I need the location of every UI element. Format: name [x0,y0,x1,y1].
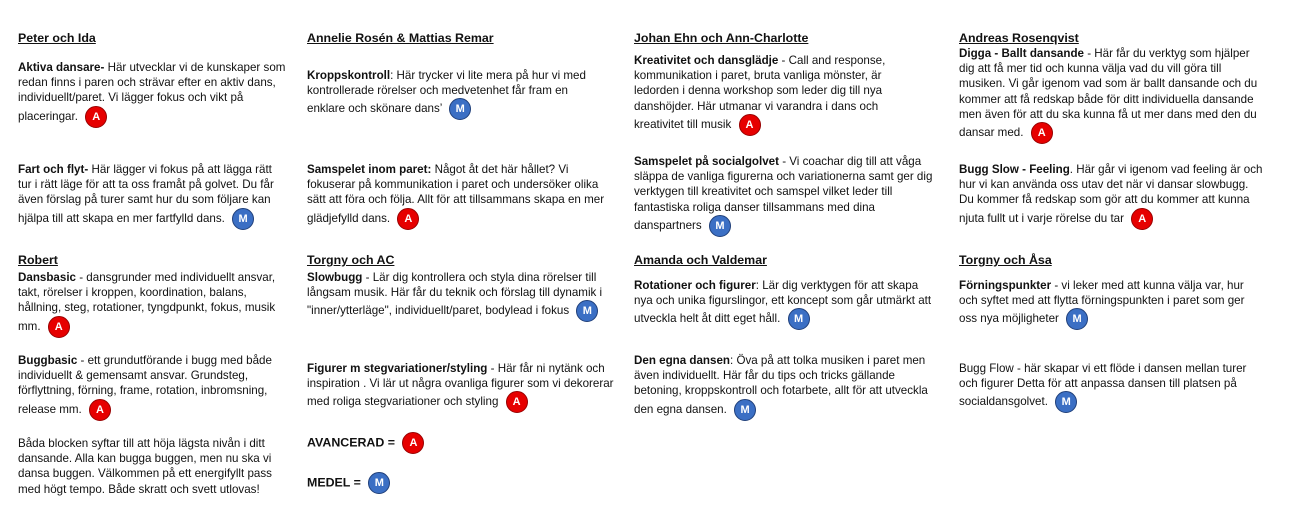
col3-block2: Samspelet på socialgolvet - Vi coachar dig till att våga släppa de vanliga figurerna och variationerna samt ger dig verktygen till kreativitet och samspel vilket leder till fantastiska roliga danser tillsammans med dina danspartners M [634,154,934,237]
col1-block2: Fart och flyt- Här lägger vi fokus på att lägga rätt tur i rätt läge för att ta oss framåt på golvet. Du får även förslag på turer samt hur du som följare kan hjälpa till att skapa en mer fartfylld dans. M [18,162,288,230]
col2-name2: Torgny och AC [307,253,395,267]
advanced-badge: A [89,399,111,421]
legend-advanced: AVANCERAD = A [307,432,424,454]
col1-name1: Peter och Ida [18,31,96,45]
col2-name1: Annelie Rosén & Mattias Remar [307,31,494,45]
medium-badge: M [1066,308,1088,330]
col4-name1: Andreas Rosenqvist [959,31,1079,45]
col3-block4: Den egna dansen: Öva på att tolka musiken i paret men även individuellt. Här får du tips och tricks gällande betoning, kroppskontroll och fotarbete, allt för att utveckla den egna dansen. M [634,353,940,421]
col3-name1: Johan Ehn och Ann-Charlotte [634,31,809,45]
col4-block3: Förningspunkter - vi leker med att kunna välja var, hur och syftet med att flytta förningspunkten i paret som ger oss nya möjligheter M [959,278,1264,330]
col2-block4: Figurer m stegvariationer/styling - Här får ni nytänk och inspiration . Vi lär ut några ovanliga figurer som vi dekorerar med roliga stegvariationer och styling A [307,361,617,413]
advanced-badge: A [506,391,528,413]
advanced-badge: A [1031,122,1053,144]
col3-block1: Kreativitet och dansglädje - Call and response, kommunikation i paret, bruta vanliga mönster, är ledorden i denna workshop som leder dig till nya danshöjder. Här utmanar vi varandra i dans och kreativitet till musik A [634,53,914,136]
col2-block1: Kroppskontroll: Här trycker vi lite mera på hur vi med kontrollerade rörelser och medvetenhet får fram en enklare och skönare dans’ M [307,68,607,120]
advanced-badge: A [1131,208,1153,230]
col3-name2: Amanda och Valdemar [634,253,767,267]
col3-block3: Rotationer och figurer: Lär dig verktygen för att skapa nya och unika figurslingor, ett koncept som går utmärkt att utveckla helt åt ditt eget håll. M [634,278,934,330]
medium-badge: M [232,208,254,230]
advanced-badge: A [739,114,761,136]
medium-badge: M [368,472,390,494]
col2-block3: Slowbugg - Lär dig kontrollera och styla dina rörelser till långsam musik. Här får du teknik och förslag till dynamik i "inner/ytterläge", individuellt/paret, bodylead i fokus M [307,270,617,322]
medium-badge: M [449,98,471,120]
col4-block2: Bugg Slow - Feeling. Här går vi igenom vad feeling är och hur vi kan använda oss utav det när vi dansar slowbugg. Du kommer få redskap som gör att du kommer att kunna njuta fullt ut i varje rörelse du tar A [959,162,1264,230]
col4-name2: Torgny och Åsa [959,253,1052,267]
medium-badge: M [788,308,810,330]
advanced-badge: A [48,316,70,338]
advanced-badge: A [85,106,107,128]
medium-badge: M [576,300,598,322]
medium-badge: M [1055,391,1077,413]
col1-block1: Aktiva dansare- Här utvecklar vi de kunskaper som redan finns i paren och strävar efter en aktiv dans, individuellt/paret. Vi lägger fokus och vikt på placeringar. A [18,60,288,128]
advanced-badge: A [397,208,419,230]
col1-name2: Robert [18,253,58,267]
advanced-badge: A [402,432,424,454]
legend-medium: MEDEL = M [307,472,390,494]
col1-block5: Båda blocken syftar till att höja lägsta nivån i ditt dansande. Alla kan bugga buggen, men nu ska vi dansa buggen. Välkommen på ett energifyllt pass med högt tempo. Både skratt och svett utlovas! [18,437,272,496]
col4-block1: Digga - Ballt dansande - Här får du verktyg som hjälper dig att få mer tid och kunna välja vad du vill göra till musiken. Vi går igenom vad som är ballt dansande och du kommer att få redskap både för ditt individuella dansande men även för att du ska kunna få ut mer dans med den du dansar med. A [959,46,1264,144]
medium-badge: M [709,215,731,237]
col2-block2: Samspelet inom paret: Något åt det här hållet? Vi fokuserar på kommunikation i paret och undersöker olika sätt att föra och följa. Allt för att tillsammans skapa en mer glädjefylld dans. A [307,162,617,230]
col1-block3: Dansbasic - dansgrunder med individuellt ansvar, takt, rörelser i kroppen, koordination, balans, hållning, steg, rotationer, tyngdpunkt, fokus, musik mm. A [18,270,280,338]
col4-block4: Bugg Flow - här skapar vi ett flöde i dansen mellan turer och figurer Detta för att anpassa dansen till platsen på socialdansgolvet. M [959,361,1264,413]
col1-block4: Buggbasic - ett grundutförande i bugg med både individuellt & gemensamt ansvar. Grundsteg, förflyttning, förning, frame, rotation, inbromsning, release mm. A [18,353,288,421]
medium-badge: M [734,399,756,421]
